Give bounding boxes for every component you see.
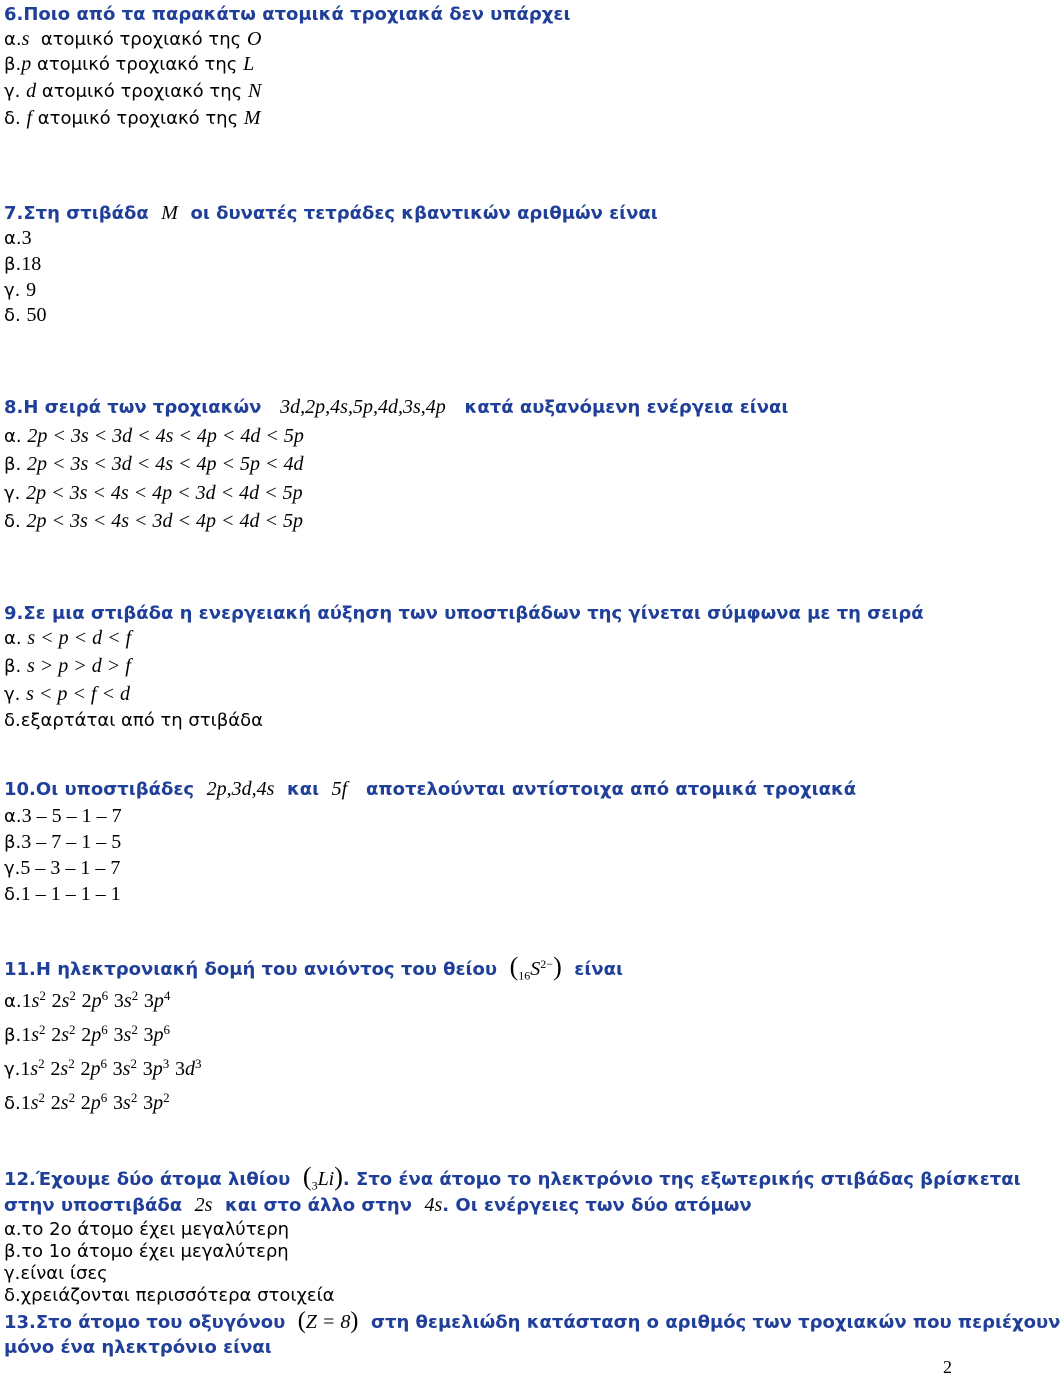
q11-option-d: $\delta.1s^2$ $2s^2$ $2p^6$ $3s^2$ $3p^2$ xyxy=(4,1090,170,1114)
orbital-electron-count: 2 xyxy=(130,1056,137,1071)
q12-option-a: α.το 2ο άτομο έχει μεγαλύτερη xyxy=(4,1219,290,1240)
question-13-title: 13.Στο άτομο του οξυγόνου (Z = 8) στη θεμελιώδη κατάσταση ο αριθμός των τροχιακών που περιέχουν xyxy=(4,1308,1060,1334)
orbital-term: 3s xyxy=(113,990,132,1012)
q6-option-d: δ. f ατομικό τροχιακό της M xyxy=(4,107,261,129)
orbital-term: 2s xyxy=(51,1024,70,1046)
q12-option-c: γ.είναι ίσες xyxy=(4,1263,108,1284)
orbital-electron-count: 2 xyxy=(131,1022,138,1037)
q8-option-c: γ. 2p < 3s < 4s < 4p < 3d < 4d < 5p xyxy=(4,482,303,504)
orbital-electron-count: 6 xyxy=(101,1022,108,1037)
q7-option-d: δ. 50 xyxy=(4,304,47,326)
q11-config-a xyxy=(21,988,171,1012)
q10-option-d: δ.1 – 1 – 1 – 1 xyxy=(4,883,121,905)
q10-option-c: γ.5 – 3 – 1 – 7 xyxy=(4,857,121,879)
q9-option-b: β. s > p > d > f xyxy=(4,655,131,677)
q6-option-a: α.s ατομικό τροχιακό της O xyxy=(4,28,262,50)
question-12-title: 12.Έχουμε δύο άτομα λιθίου $(_3Li)$. Στο ένα άτομο το ηλεκτρόνιο της εξωτερικής στιβάδας βρίσκεται xyxy=(4,1162,1021,1193)
question-13-line-2: μόνο ένα ηλεκτρόνιο είναι xyxy=(4,1337,272,1358)
orbital-electron-count: 2 xyxy=(68,1090,76,1105)
orbital-electron-count: 2 xyxy=(131,988,139,1003)
orbital-term: 2p xyxy=(80,1092,101,1114)
question-7-title: 7.Στη στιβάδα M οι δυνατές τετράδες κβαντικών αριθμών είναι xyxy=(4,202,658,224)
orbital-term: 3p xyxy=(143,1024,164,1046)
q9-option-d: δ.εξαρτάται από τη στιβάδα xyxy=(4,710,263,731)
orbital-term: 1s xyxy=(20,1058,39,1080)
q10-option-b: β.3 – 7 – 1 – 5 xyxy=(4,831,122,853)
orbital-electron-count: 3 xyxy=(194,1056,202,1071)
q7-option-a: α.3 xyxy=(4,227,32,249)
orbital-term: 3d xyxy=(174,1058,195,1080)
q6-option-c: γ. d ατομικό τροχιακό της N xyxy=(4,80,262,102)
orbital-term: 1s xyxy=(21,1024,40,1046)
orbital-term: 3s xyxy=(112,1058,131,1080)
question-9-title: 9.Σε μια στιβάδα η ενεργειακή αύξηση των υποστιβάδων της γίνεται σύμφωνα με τη σειρά xyxy=(4,603,924,624)
q7-option-c: γ. 9 xyxy=(4,279,37,301)
orbital-term: 1s xyxy=(20,1092,39,1114)
orbital-electron-count: 2 xyxy=(39,1022,46,1037)
orbital-electron-count: 6 xyxy=(101,988,109,1003)
q10-option-a: α.3 – 5 – 1 – 7 xyxy=(4,805,122,827)
question-8-title: 8.Η σειρά των τροχιακών 3d,2p,4s,5p,4d,3s,4p κατά αυξανόμενη ενέργεια είναι xyxy=(4,396,789,418)
orbital-term: 3p xyxy=(142,1058,163,1080)
q11-config-d xyxy=(20,1090,170,1114)
orbital-term: 2s xyxy=(51,990,70,1012)
orbital-term: 3s xyxy=(113,1092,131,1114)
q12-option-b: β.το 1ο άτομο έχει μεγαλύτερη xyxy=(4,1241,289,1262)
page-number: 2 xyxy=(943,1357,952,1377)
orbital-electron-count: 2 xyxy=(69,1022,76,1037)
orbital-electron-count: 2 xyxy=(68,1056,75,1071)
orbital-electron-count: 2 xyxy=(38,1056,45,1071)
question-6-title: 6.Ποιο από τα παρακάτω ατομικά τροχιακά δεν υπάρχει xyxy=(4,4,571,25)
orbital-term: 2p xyxy=(81,1024,102,1046)
q9-option-a: α. s < p < d < f xyxy=(4,627,132,649)
q11-config-c xyxy=(20,1056,202,1080)
orbital-electron-count: 2 xyxy=(69,988,76,1003)
q8-option-d: δ. 2p < 3s < 4s < 3d < 4p < 4d < 5p xyxy=(4,510,304,532)
q11-option-a: $\alpha.1s^2$ $2s^2$ $2p^6$ $3s^2$ $3p^4$ xyxy=(4,988,171,1012)
orbital-electron-count: 2 xyxy=(163,1090,170,1105)
orbital-electron-count: 4 xyxy=(163,988,171,1003)
orbital-electron-count: 2 xyxy=(130,1090,138,1105)
question-12-line-2: στην υποστιβάδα 2s και στο άλλο στην 4s. Οι ενέργειες των δύο ατόμων xyxy=(4,1194,752,1216)
orbital-electron-count: 6 xyxy=(100,1090,108,1105)
orbital-term: 1s xyxy=(21,990,40,1012)
orbital-term: 2s xyxy=(50,1092,69,1114)
orbital-electron-count: 2 xyxy=(39,988,46,1003)
orbital-electron-count: 2 xyxy=(38,1090,46,1105)
q8-option-b: β. 2p < 3s < 3d < 4s < 4p < 5p < 4d xyxy=(4,453,304,475)
q6-option-b: β.p ατομικό τροχιακό της L xyxy=(4,53,255,75)
orbital-term: 2p xyxy=(80,1058,101,1080)
orbital-term: 3p xyxy=(143,990,164,1012)
orbital-term: 2p xyxy=(81,990,102,1012)
orbital-electron-count: 3 xyxy=(162,1056,170,1071)
orbital-electron-count: 6 xyxy=(100,1056,107,1071)
orbital-term: 3p xyxy=(143,1092,164,1114)
question-11-title: 11.Η ηλεκτρονιακή δομή του ανιόντος του θείου $(_{16}S^{2-})$ είναι xyxy=(4,952,623,983)
orbital-term: 2s xyxy=(50,1058,69,1080)
q7-option-b: β.18 xyxy=(4,253,42,275)
q12-option-d: δ.χρειάζονται περισσότερα στοιχεία xyxy=(4,1285,335,1306)
q11-config-b xyxy=(21,1022,171,1046)
q11-option-c: $\gamma.1s^2$ $2s^2$ $2p^6$ $3s^2$ $3p^3$ $3d^3$ xyxy=(4,1056,202,1080)
orbital-electron-count: 6 xyxy=(163,1022,171,1037)
q8-option-a: α. 2p < 3s < 3d < 4s < 4p < 4d < 5p xyxy=(4,425,304,447)
orbital-term: 3s xyxy=(113,1024,132,1046)
question-10-title: 10.Οι υποστιβάδες 2p,3d,4s και 5f αποτελούνται αντίστοιχα από ατομικά τροχιακά xyxy=(4,778,857,800)
q9-option-c: γ. s < p < f < d xyxy=(4,683,130,705)
q11-option-b: $\beta.1s^2$ $2s^2$ $2p^6$ $3s^2$ $3p^6$ xyxy=(4,1022,171,1046)
